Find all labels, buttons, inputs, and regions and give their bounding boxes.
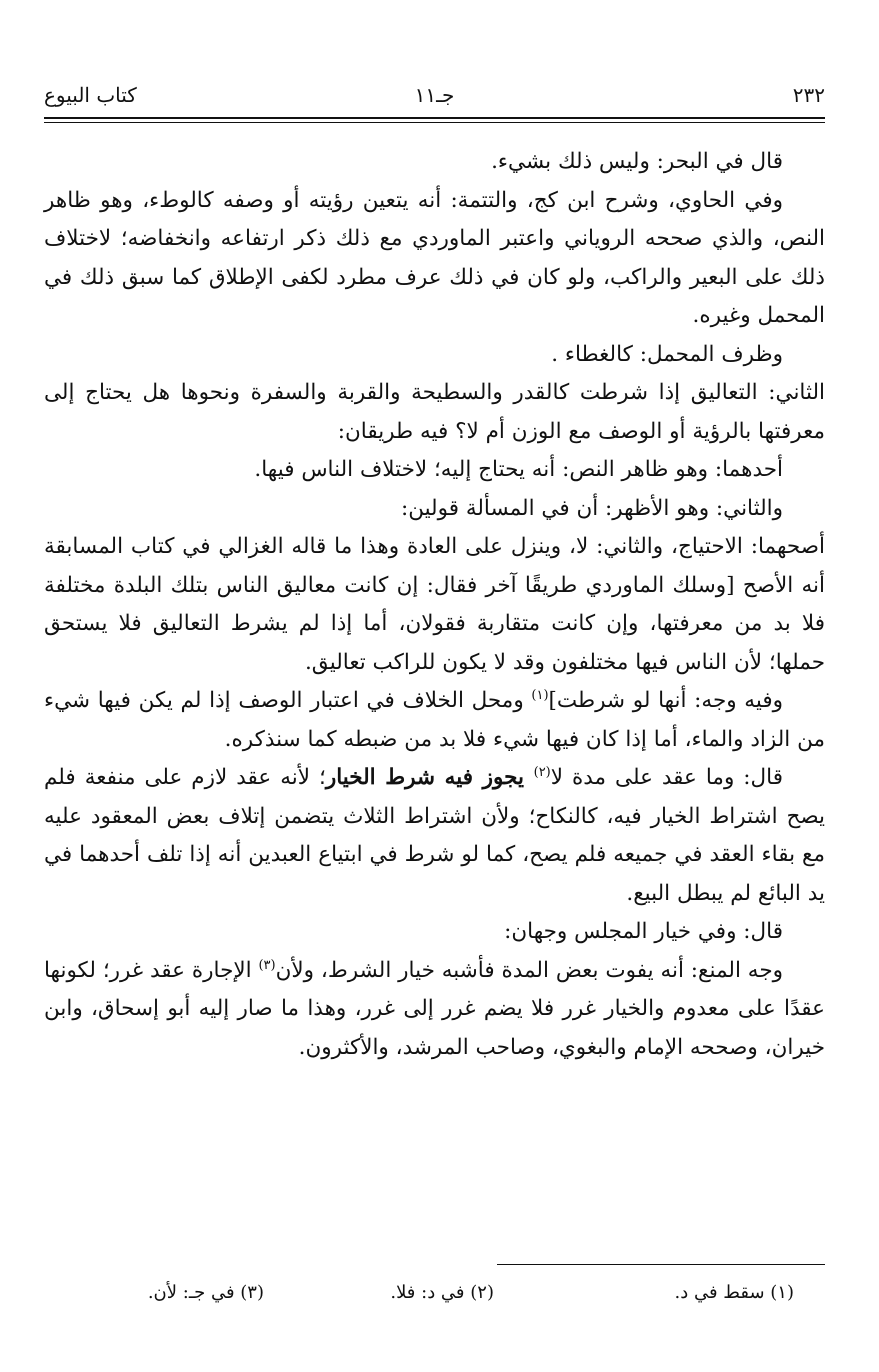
paragraph-9	[44, 759, 825, 913]
paragraph-8-text-b: ومحل الخلاف في اعتبار الوصف إذا لم يكن فيها شيء من الزاد والماء، أما إذا كان فيها شيء فلا بد من ضبطه كما سنذكره.	[44, 688, 825, 752]
page-number: ٢٣٢	[792, 83, 825, 107]
footnote-1: (١) سقط في د.	[674, 1282, 794, 1303]
paragraph-2: وفي الحاوي، وشرح ابن كج، والتتمة: أنه يتعين رؤيته أو وصفه كالوطء، وهو ظاهر النص، والذي صححه الروياني واعتبر الماوردي مع ذلك ذكر ارتفاعه وانخفاضه؛ لاختلاف ذلك على البعير والراكب، ولو كان في ذلك عرف مطرد لكفى الإطلاق كما سبق ذلك في المحمل وغيره.	[44, 187, 825, 328]
paragraph-8-text-a: وفيه وجه: أنها لو شرطت]	[548, 688, 783, 713]
paragraph-9-bold-text: يجوز فيه شرط الخيار	[325, 765, 534, 790]
paragraph-11-text-a: وجه المنع: أنه يفوت بعض المدة فأشبه خيار الشرط، ولأن	[275, 957, 783, 983]
paragraph-8	[44, 682, 825, 759]
footnote-ref-3: (٣)	[258, 957, 276, 973]
header-rule-thin	[44, 122, 825, 123]
volume-label: جـ١١	[414, 83, 455, 107]
header-rule-thick	[44, 117, 825, 119]
footnote-rule	[497, 1264, 825, 1265]
paragraph-9-text-b: ؛ لأنه عقد لازم على منفعة فلم يصح اشتراط الخيار فيه، كالنكاح؛ ولأن اشتراط الثلاث يتضمن إتلاف بعض المعقود عليه مع بقاء العقد في جميعه فلم يصح، كما لو شرط في ابتياع العبدين أنه إذا تلف أحدهما في يد البائع لم يبطل البيع.	[44, 765, 825, 906]
running-header	[44, 83, 825, 117]
footnote-2: (٢) في د: فلا.	[390, 1282, 494, 1303]
footnote-ref-1: (١)	[531, 687, 549, 703]
paragraph-6: والثاني: وهو الأظهر: أن في المسألة قولين:	[400, 495, 783, 521]
book-title: كتاب البيوع	[44, 83, 137, 107]
paragraph-11-text-b: الإجارة عقد غرر؛ لكونها عقدًا على معدوم والخيار غرر فلا يضم غرر إلى غرر، وهذا ما صار إليه أبو إسحاق، وابن خيران، وصححه الإمام والبغوي، وصاحب المرشد، والأكثرون.	[44, 957, 825, 1060]
paragraph-7: أصحهما: الاحتياج، والثاني: لا، وينزل على العادة وهذا ما قاله الغزالي في كتاب المسابقة أنه الأصح [وسلك الماوردي طريقًا آخر فقال: إن كانت معاليق الناس بتلك البلدة مختلفة فلا بد من معرفتها، وإن كانت متقاربة فقولان، أما إذا لم يشرط التعاليق فلا يستحق حملها؛ لأن الناس فيها مختلفون وقد لا يكون للراكب تعاليق.	[44, 534, 825, 675]
footnote-ref-2: (٢)	[533, 764, 551, 780]
main-text	[44, 143, 825, 1067]
paragraph-9-text-a: قال: وما عقد على مدة لا	[550, 765, 784, 790]
paragraph-11	[44, 952, 825, 1068]
footnotes	[44, 1282, 794, 1312]
paragraph-5: أحدهما: وهو ظاهر النص: أنه يحتاج إليه؛ لاختلاف الناس فيها.	[254, 457, 783, 482]
paragraph-1: قال في البحر: وليس ذلك بشيء.	[491, 149, 783, 174]
paragraph-10: قال: وفي خيار المجلس وجهان:	[504, 919, 783, 944]
paragraph-4: الثاني: التعاليق إذا شرطت كالقدر والسطيحة والقربة والسفرة ونحوها هل يحتاج إلى معرفتها بالرؤية أو الوصف مع الوزن أم لا؟ فيه طريقان:	[44, 380, 825, 444]
footnote-3: (٣) في جـ: لأن.	[147, 1282, 264, 1303]
paragraph-3: وظرف المحمل: كالغطاء .	[551, 341, 783, 367]
